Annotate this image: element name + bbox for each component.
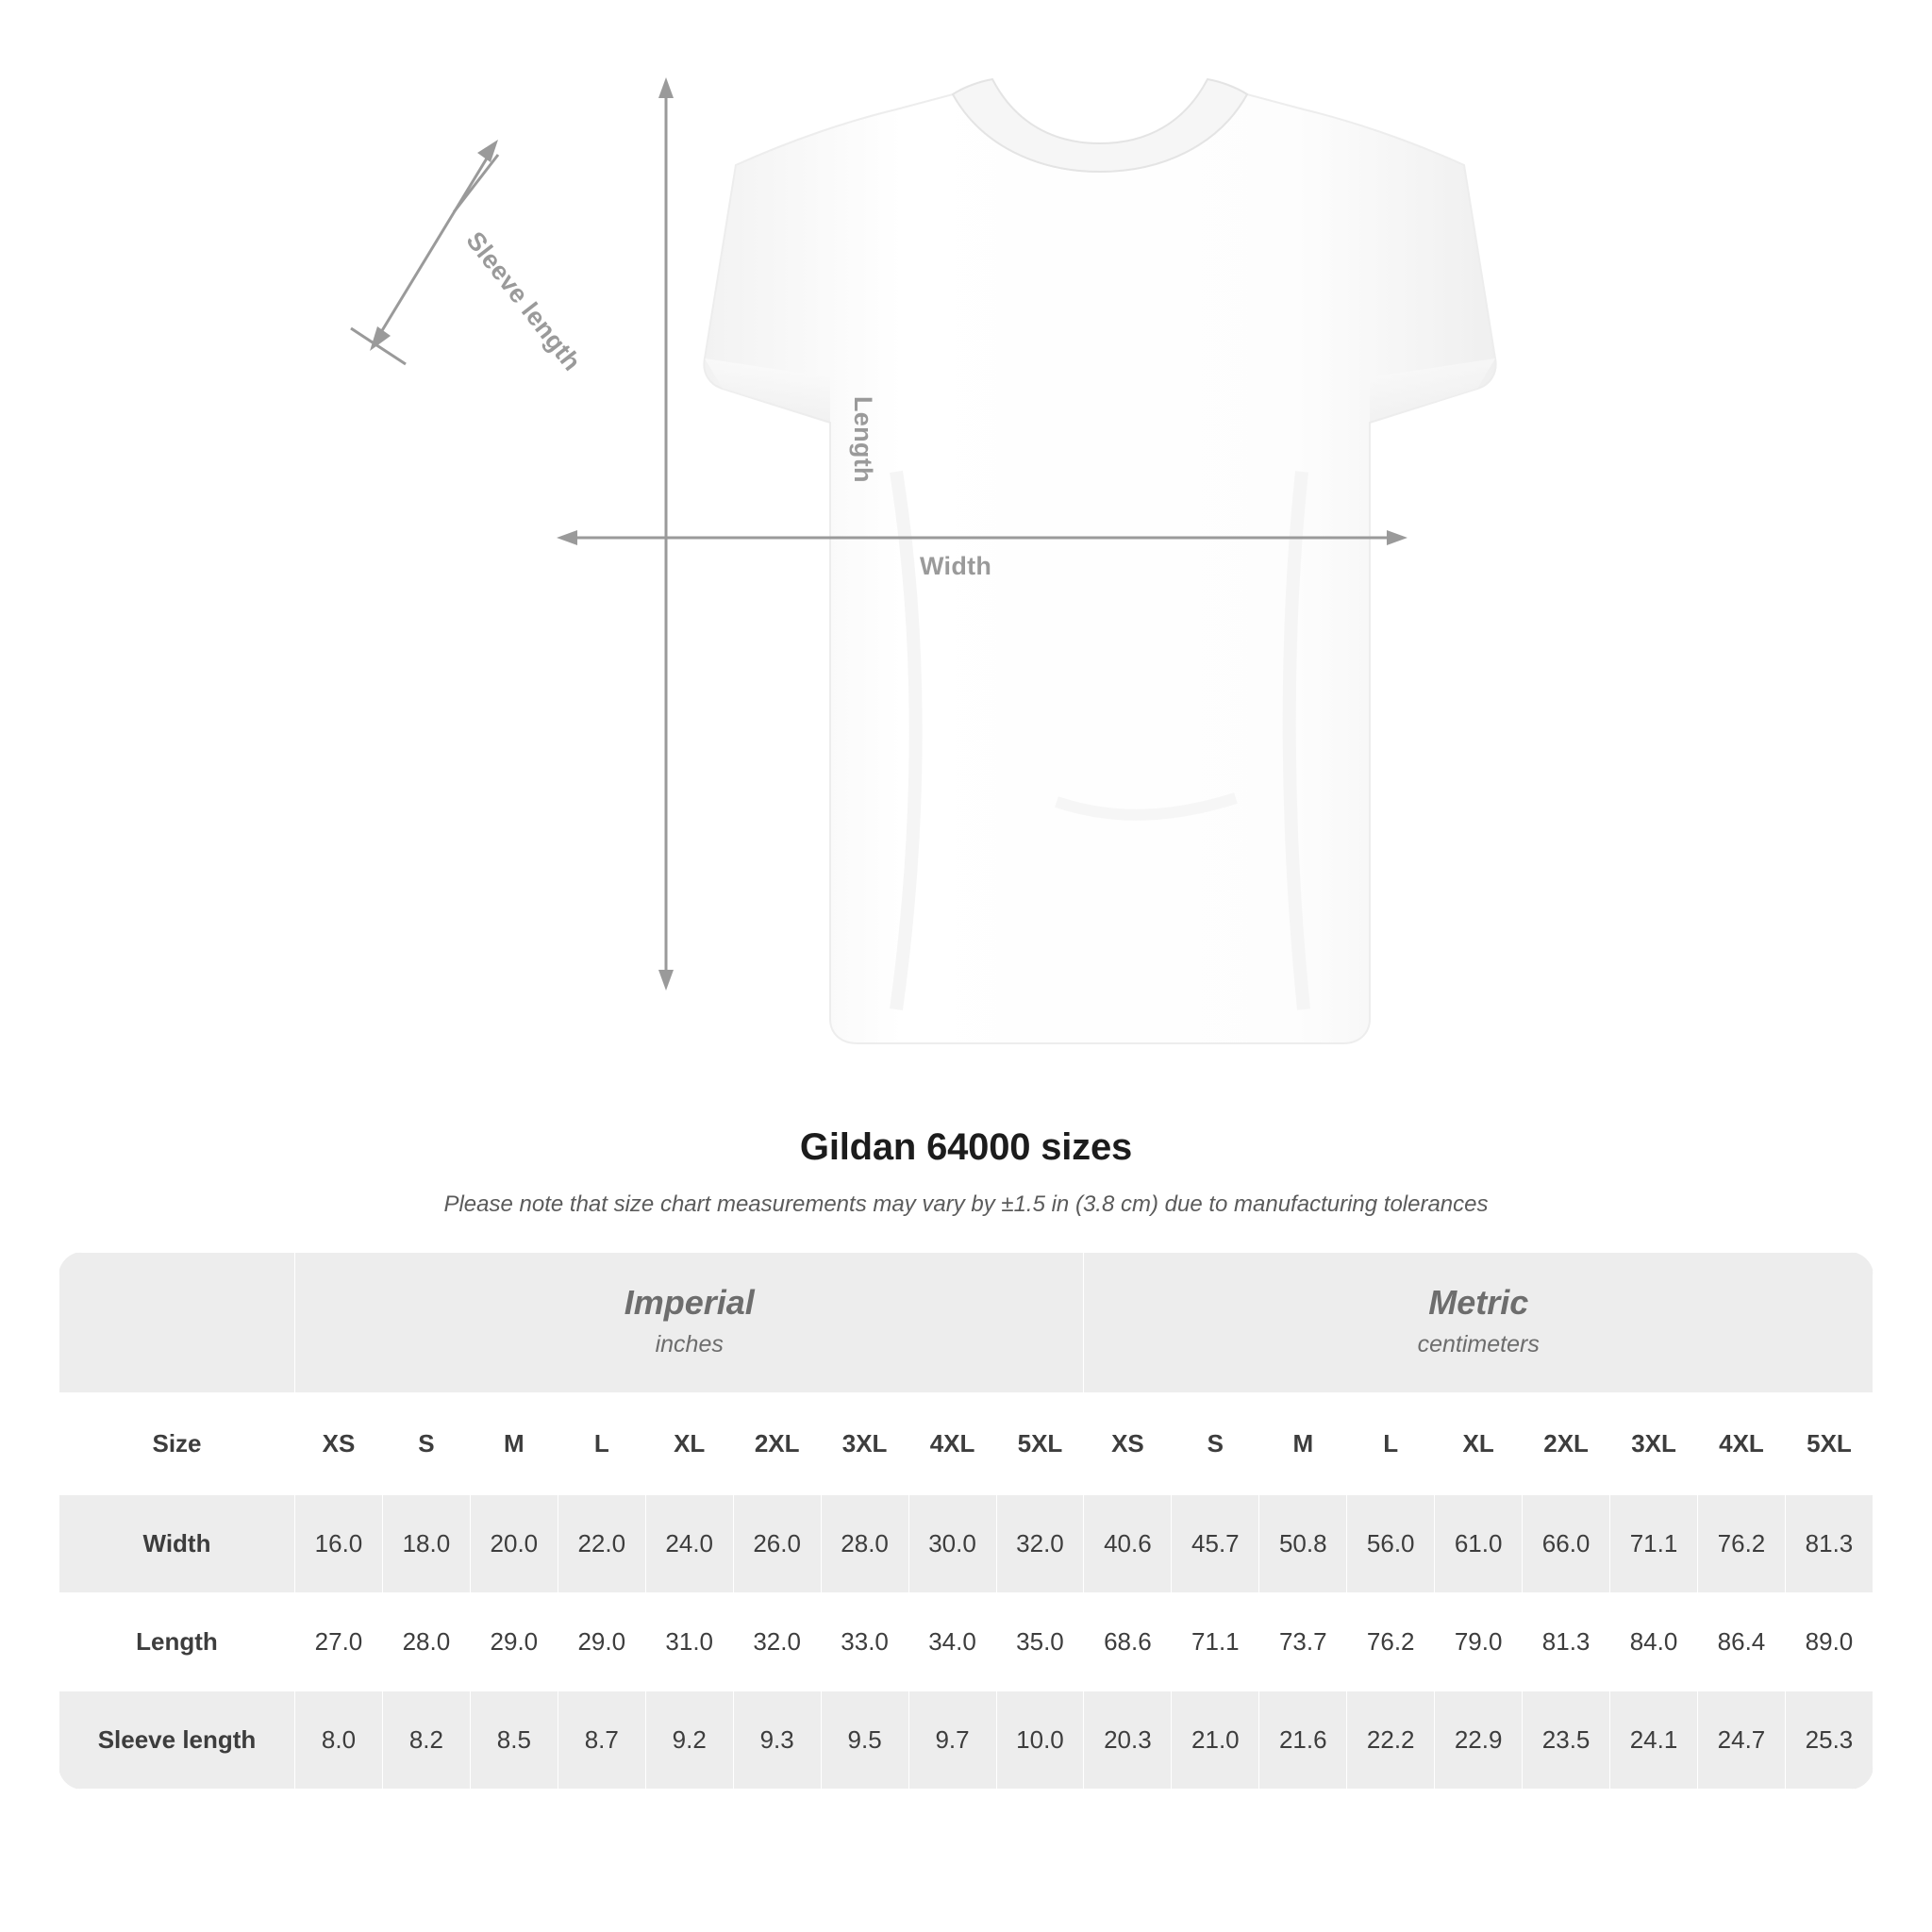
- measurement-cell: 8.0: [295, 1691, 383, 1790]
- measurement-cell: 29.0: [470, 1593, 558, 1691]
- measurement-cell: 33.0: [821, 1593, 908, 1691]
- measurement-cell: 34.0: [908, 1593, 996, 1691]
- measurement-cell: 23.5: [1523, 1691, 1610, 1790]
- size-column-header: L: [558, 1393, 645, 1495]
- size-column-header: XS: [295, 1393, 383, 1495]
- measurement-cell: 21.0: [1172, 1691, 1259, 1790]
- measurement-cell: 71.1: [1172, 1593, 1259, 1691]
- measurement-cell: 8.7: [558, 1691, 645, 1790]
- measurement-cell: 21.6: [1259, 1691, 1347, 1790]
- table-row: [59, 1495, 1874, 1593]
- size-column-header: 5XL: [1785, 1393, 1873, 1495]
- width-label: Width: [920, 552, 992, 580]
- tshirt-body-path: [704, 94, 1495, 1043]
- measurement-cell: 29.0: [558, 1593, 645, 1691]
- size-column-header: M: [470, 1393, 558, 1495]
- measurement-cell: 9.2: [645, 1691, 733, 1790]
- measurement-cell: 8.5: [470, 1691, 558, 1790]
- measurement-cell: 35.0: [996, 1593, 1084, 1691]
- size-column-header: M: [1259, 1393, 1347, 1495]
- measurement-cell: 18.0: [382, 1495, 470, 1593]
- measurement-cell: 31.0: [645, 1593, 733, 1691]
- title-block: [0, 1126, 1932, 1218]
- measurement-cell: 40.6: [1084, 1495, 1172, 1593]
- size-table-wrapper: [58, 1252, 1874, 1790]
- measurement-cell: 28.0: [821, 1495, 908, 1593]
- measurement-cell: 24.0: [645, 1495, 733, 1593]
- measurement-cell: 9.7: [908, 1691, 996, 1790]
- size-column-header: 5XL: [996, 1393, 1084, 1495]
- measurement-cell: 28.0: [382, 1593, 470, 1691]
- measurement-cell: 56.0: [1347, 1495, 1435, 1593]
- size-column-header: 4XL: [1698, 1393, 1786, 1495]
- length-label: Length: [849, 396, 877, 483]
- size-column-header: L: [1347, 1393, 1435, 1495]
- measurement-cell: 76.2: [1347, 1593, 1435, 1691]
- measurement-cell: 30.0: [908, 1495, 996, 1593]
- measurement-cell: 26.0: [733, 1495, 821, 1593]
- measurement-cell: 8.2: [382, 1691, 470, 1790]
- tolerance-note: Please note that size chart measurements may vary by ±1.5 in (3.8 cm) due to manufacturing tolerances: [443, 1191, 1489, 1217]
- measurement-cell: 9.5: [821, 1691, 908, 1790]
- size-column-header: XS: [1084, 1393, 1172, 1495]
- measurement-cell: 45.7: [1172, 1495, 1259, 1593]
- unit-system-corner: [59, 1253, 295, 1393]
- measurement-cell: 76.2: [1698, 1495, 1786, 1593]
- measurement-cell: 16.0: [295, 1495, 383, 1593]
- size-column-header: S: [1172, 1393, 1259, 1495]
- table-row: [59, 1691, 1874, 1790]
- measurement-cell: 32.0: [996, 1495, 1084, 1593]
- unit-system-row: [59, 1253, 1874, 1393]
- measurement-cell: 20.0: [470, 1495, 558, 1593]
- table-row: [59, 1593, 1874, 1691]
- measurement-cell: 66.0: [1523, 1495, 1610, 1593]
- measurement-cell: 61.0: [1435, 1495, 1523, 1593]
- measurement-cell: 79.0: [1435, 1593, 1523, 1691]
- measurement-cell: 9.3: [733, 1691, 821, 1790]
- size-column-header: XL: [645, 1393, 733, 1495]
- measurement-cell: 10.0: [996, 1691, 1084, 1790]
- measurement-cell: 22.9: [1435, 1691, 1523, 1790]
- unit-system-name: Metric: [1428, 1283, 1529, 1322]
- measurement-cell: 24.7: [1698, 1691, 1786, 1790]
- measurement-cell: 27.0: [295, 1593, 383, 1691]
- unit-system-unit: inches: [655, 1331, 724, 1357]
- size-column-header: 3XL: [1610, 1393, 1698, 1495]
- unit-system-cell: [1084, 1253, 1874, 1393]
- measurement-cell: 68.6: [1084, 1593, 1172, 1691]
- unit-system-name: Imperial: [624, 1283, 755, 1322]
- size-column-header: XL: [1435, 1393, 1523, 1495]
- measurement-cell: 73.7: [1259, 1593, 1347, 1691]
- measurement-row-label: Length: [59, 1593, 295, 1691]
- size-header-row: [59, 1393, 1874, 1495]
- measurement-cell: 89.0: [1785, 1593, 1873, 1691]
- sleeve-length-label: Sleeve length: [460, 226, 587, 376]
- measurement-cell: 81.3: [1785, 1495, 1873, 1593]
- measurement-cell: 25.3: [1785, 1691, 1873, 1790]
- measurement-cell: 24.1: [1610, 1691, 1698, 1790]
- size-column-header: S: [382, 1393, 470, 1495]
- measurement-row-label: Width: [59, 1495, 295, 1593]
- page-title: Gildan 64000 sizes: [799, 1126, 1133, 1168]
- measurement-cell: 22.2: [1347, 1691, 1435, 1790]
- measurement-cell: 84.0: [1610, 1593, 1698, 1691]
- unit-system-unit: centimeters: [1417, 1331, 1540, 1357]
- measurement-cell: 86.4: [1698, 1593, 1786, 1691]
- size-column-header: 3XL: [821, 1393, 908, 1495]
- measurement-cell: 71.1: [1610, 1495, 1698, 1593]
- size-column-header: 2XL: [1523, 1393, 1610, 1495]
- measurement-cell: 50.8: [1259, 1495, 1347, 1593]
- length-dimension-arrow: [658, 77, 674, 991]
- measurement-cell: 81.3: [1523, 1593, 1610, 1691]
- measurement-row-label: Sleeve length: [59, 1691, 295, 1790]
- size-column-header: 2XL: [733, 1393, 821, 1495]
- size-column-header: 4XL: [908, 1393, 996, 1495]
- measurement-cell: 32.0: [733, 1593, 821, 1691]
- unit-system-cell: [295, 1253, 1084, 1393]
- size-header-label: Size: [59, 1393, 295, 1495]
- measurement-cell: 22.0: [558, 1495, 645, 1593]
- size-table: [58, 1252, 1874, 1790]
- measurement-cell: 20.3: [1084, 1691, 1172, 1790]
